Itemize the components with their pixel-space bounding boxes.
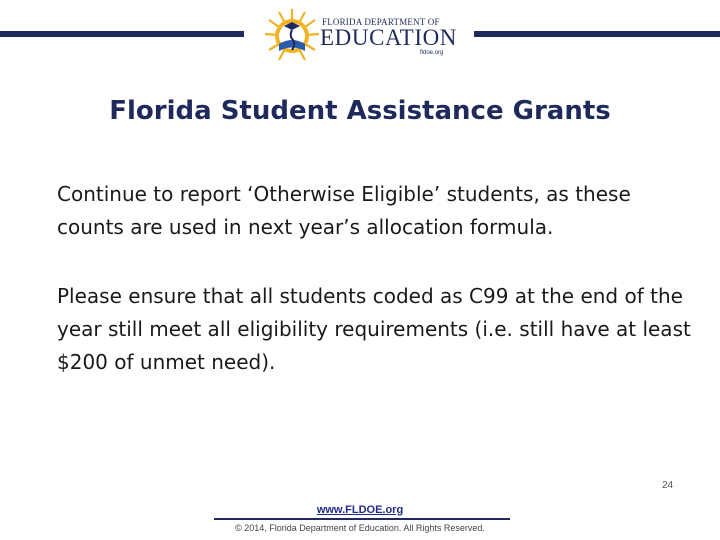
sun-seal-icon xyxy=(262,6,322,66)
footer-divider xyxy=(214,518,510,520)
fldoe-logo xyxy=(262,6,458,66)
header-bar-left xyxy=(0,31,244,37)
logo-text-line2: EDUCATION xyxy=(320,25,457,50)
body-paragraph-2: Please ensure that all students coded as C99 at the end of the year still meet all eligibility requirements (i.e. still have at least $200 of unmet need). xyxy=(57,284,691,374)
footer-website-link[interactable]: www.FLDOE.org xyxy=(316,504,404,516)
footer-copyright: © 2014, Florida Department of Education. All Rights Reserved. xyxy=(235,523,485,533)
body-paragraph-1: Continue to report ‘Otherwise Eligible’ students, as these counts are used in next year’s allocation formula. xyxy=(57,182,631,239)
logo-text-line1: FLORIDA DEPARTMENT OF xyxy=(322,17,440,27)
logo-text-line3: fldoe.org xyxy=(420,50,444,56)
header-bar-right xyxy=(474,31,720,37)
page-number: 24 xyxy=(662,480,674,491)
slide-title: Florida Student Assistance Grants xyxy=(109,96,611,126)
